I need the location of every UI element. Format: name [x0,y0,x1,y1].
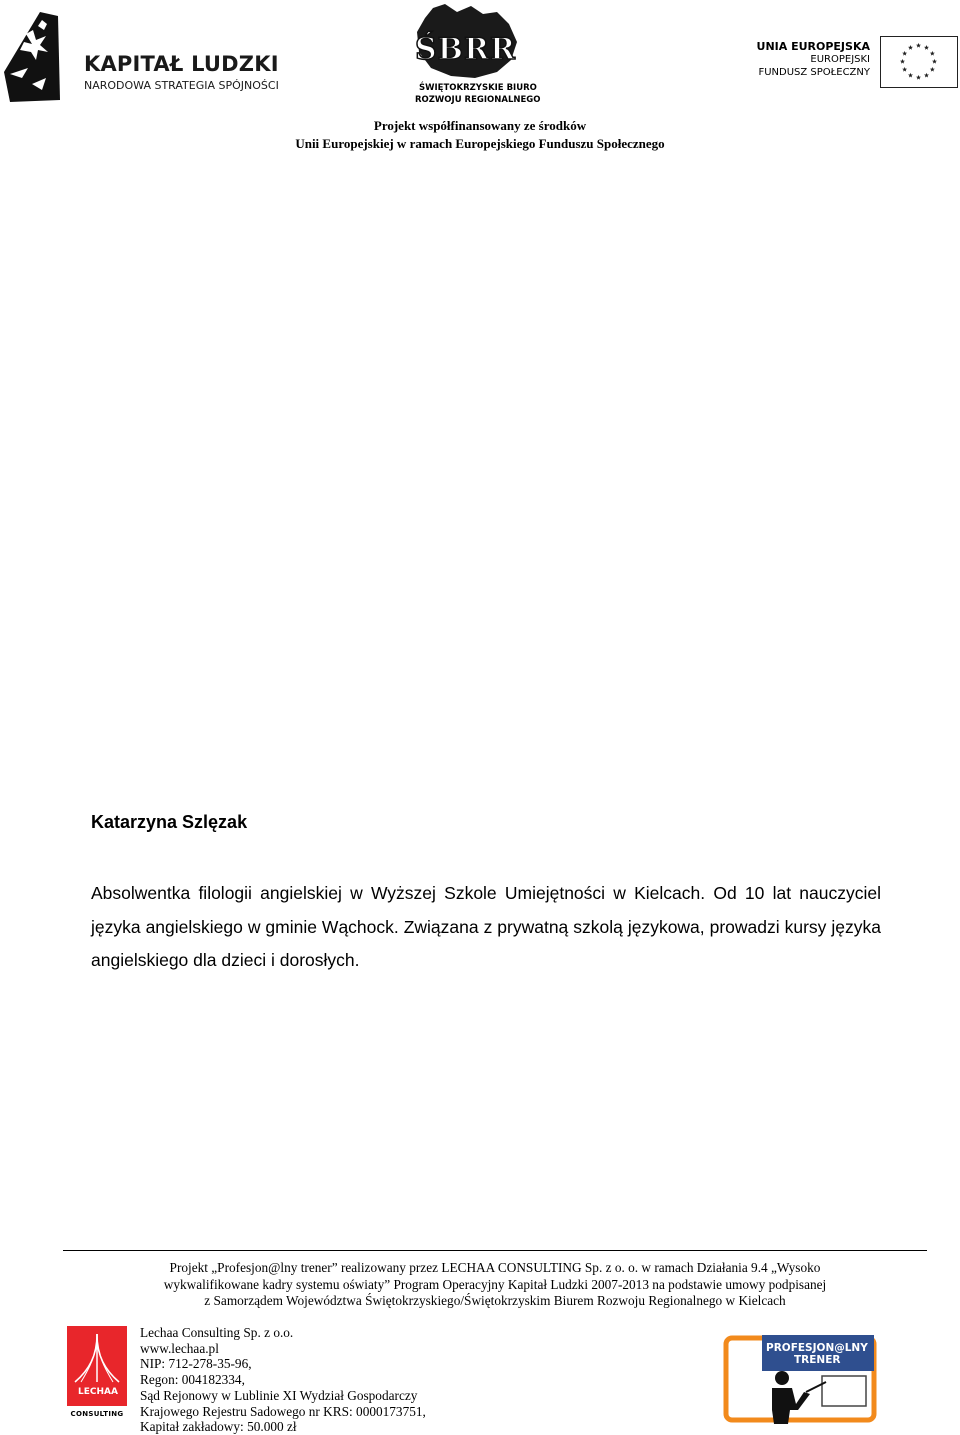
company-line: www.lechaa.pl [140,1340,219,1356]
eu-flag-icon [880,36,958,88]
eu-star-icon [924,45,929,50]
person-bio: Absolwentka filologii angielskiej w Wyższej Szkole Umiejętności w Kielcach. Od 10 lat nauczyciel języka angielskiego w gminie Wąchock. Związana z prywatną szkolą językowa, prowadzi kursy języka angielskiego dla dzieci i dorosłych. [91,883,881,970]
kapital-ludzki-title: KAPITAŁ LUDZKI [84,52,279,76]
eu-star-icon [908,45,913,50]
eu-star-icon [902,51,907,56]
company-line: Sąd Rejonowy w Lublinie XI Wydział Gospodarczy [140,1387,418,1403]
cofinancing-line2: Unii Europejskiej w ramach Europejskiego Funduszu Społecznego [295,136,665,151]
eu-star-icon [908,73,913,78]
footer-divider [63,1250,927,1251]
company-details [140,1325,426,1435]
company-line: Regon: 004182334, [140,1372,245,1388]
eu-line2: EUROPEJSKI [810,54,870,65]
kapital-ludzki-logo [2,12,282,104]
company-line: Lechaa Consulting Sp. z o.o. [140,1325,294,1340]
footer-project-line2: wykwalifikowane kadry systemu oświaty” Program Operacyjny Kapitał Ludzki 2007-2013 na podstawie umowy podpisanej [163,1276,827,1292]
company-line: NIP: 712-278-35-96, [140,1356,252,1372]
lechaa-logo-box [67,1326,127,1406]
profesjonalny-logo-line2: TRENER [794,1354,841,1366]
eu-star-icon [932,59,937,64]
eu-star-icon [924,73,929,78]
eu-star-icon [930,51,935,56]
sbrr-logo [405,2,541,106]
eu-star-icon [902,67,907,72]
footer-project-line1: Projekt „Profesjon@lny trener” realizowany przez LECHAA CONSULTING Sp. z o. o. w ramach Działania 9.4 „Wysoko [169,1260,821,1275]
lechaa-logo [66,1326,128,1420]
lechaa-logo-sub: CONSULTING [70,1410,124,1418]
footer-project-note [63,1260,927,1310]
person-name: Katarzyna Szlęzak [91,812,248,832]
company-line: Kapitał zakładowy: 50.000 zł [140,1419,297,1435]
eu-star-icon [930,67,935,72]
kapital-ludzki-subtitle: NARODOWA STRATEGIA SPÓJNOŚCI [84,79,279,92]
eu-star-icon [900,59,905,64]
eu-stars-icon [881,37,956,86]
eu-logo [756,36,960,90]
eu-star-icon [916,75,921,80]
kapital-ludzki-emblem-icon [2,12,66,104]
profesjonalny-logo-line1: PROFESJON@LNY [766,1342,868,1354]
sbrr-line1: ŚWIĘTOKRZYSKIE BIURO [419,83,537,93]
footer-project-line3: z Samorządem Województwa Świętokrzyskiego/Świętokrzyskim Biurem Rozwoju Regionalnego w Kielcach [204,1293,786,1308]
sbrr-letters: ŚBRR [415,32,516,67]
sbrr-line2: ROZWOJU REGIONALNEGO [415,95,541,105]
cofinancing-note [0,117,960,153]
eu-star-icon [916,43,921,48]
lechaa-tower-icon [67,1326,127,1386]
lechaa-logo-name: LECHAA [78,1387,118,1397]
company-line: Krajowego Rejestru Sadowego nr KRS: 0000173751, [140,1403,426,1419]
eu-line3: FUNDUSZ SPOŁECZNY [758,67,870,78]
profesjonalny-trener-logo [722,1332,878,1424]
cofinancing-line1: Projekt współfinansowany ze środków [373,118,587,133]
eu-line1: UNIA EUROPEJSKA [756,40,870,53]
